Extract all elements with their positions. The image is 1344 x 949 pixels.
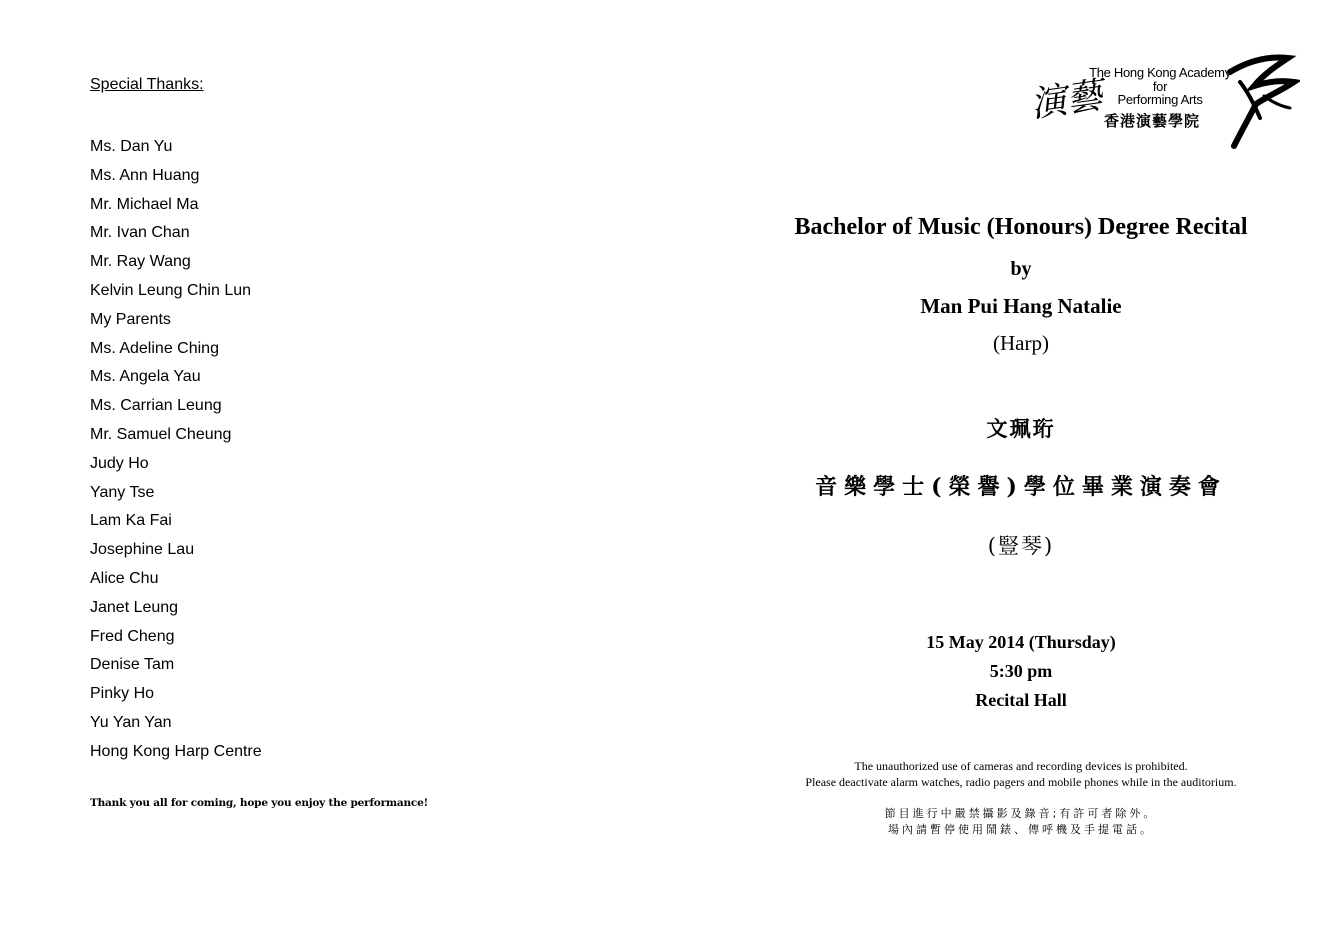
list-item: Yu Yan Yan: [90, 713, 172, 731]
list-item: Kelvin Leung Chin Lun: [90, 281, 252, 299]
list-item: Ms. Ann Huang: [90, 166, 200, 184]
notice-line: The unauthorized use of cameras and recording devices is prohibited.: [854, 759, 1188, 773]
logo-english-line: for: [1152, 78, 1168, 94]
list-item: Mr. Samuel Cheung: [90, 425, 232, 443]
recital-title-chinese: 音樂學士(榮譽)學位畢業演奏會: [815, 474, 1227, 500]
list-item: Mr. Ray Wang: [90, 253, 191, 271]
logo-english-line: Performing Arts: [1117, 92, 1203, 107]
thanks-list: [90, 133, 262, 767]
recital-venue: Recital Hall: [975, 690, 1067, 710]
recital-by: by: [1010, 258, 1032, 280]
list-item: Pinky Ho: [90, 685, 155, 703]
list-item: Mr. Michael Ma: [90, 195, 199, 213]
logo-english-name: [1086, 66, 1234, 107]
instrument: (Harp): [993, 331, 1049, 355]
notice-line-chinese: 場內請暫停使用鬧錶、傳呼機及手提電話。: [888, 823, 1154, 836]
list-item: Ms. Carrian Leung: [90, 397, 222, 415]
notice-line-chinese: 節目進行中嚴禁攝影及錄音;有許可者除外。: [884, 807, 1158, 820]
list-item: Denise Tam: [90, 656, 175, 674]
list-item: Judy Ho: [90, 454, 149, 472]
list-item: Alice Chu: [90, 569, 159, 587]
list-item: Lam Ka Fai: [90, 512, 172, 530]
logo-brush-mark-icon: [1220, 52, 1300, 150]
recital-date: 15 May 2014 (Thursday): [926, 632, 1116, 652]
performer-name-chinese: 文珮珩: [986, 416, 1056, 441]
list-item: Ms. Angela Yau: [90, 368, 201, 386]
list-item: Ms. Adeline Ching: [90, 339, 219, 357]
notice-line: Please deactivate alarm watches, radio pagers and mobile phones while in the auditorium.: [805, 775, 1237, 789]
performer-name: Man Pui Hang Natalie: [920, 294, 1122, 318]
special-thanks-heading: Special Thanks:: [90, 76, 204, 93]
list-item: Fred Cheng: [90, 627, 175, 645]
list-item: Josephine Lau: [90, 541, 195, 559]
recital-title: Bachelor of Music (Honours) Degree Recital: [794, 214, 1248, 240]
list-item: Yany Tse: [90, 483, 155, 501]
list-item: My Parents: [90, 310, 171, 328]
recital-time: 5:30 pm: [989, 661, 1053, 681]
logo-english-line: The Hong Kong Academy: [1089, 65, 1231, 80]
list-item: Janet Leung: [90, 598, 179, 616]
academy-logo: [1027, 52, 1300, 150]
list-item: Mr. Ivan Chan: [90, 224, 190, 242]
logo-brush-calligraphy: 演藝: [1027, 75, 1105, 126]
list-item: Ms. Dan Yu: [90, 138, 173, 155]
instrument-chinese: (豎琴): [987, 534, 1055, 558]
english-notice: [760, 758, 1282, 790]
logo-chinese-name: 香港演藝學院: [1104, 112, 1201, 130]
chinese-notice: [760, 806, 1282, 838]
closing-message: Thank you all for coming, hope you enjoy the performance!: [90, 797, 428, 809]
list-item: Hong Kong Harp Centre: [90, 742, 262, 760]
